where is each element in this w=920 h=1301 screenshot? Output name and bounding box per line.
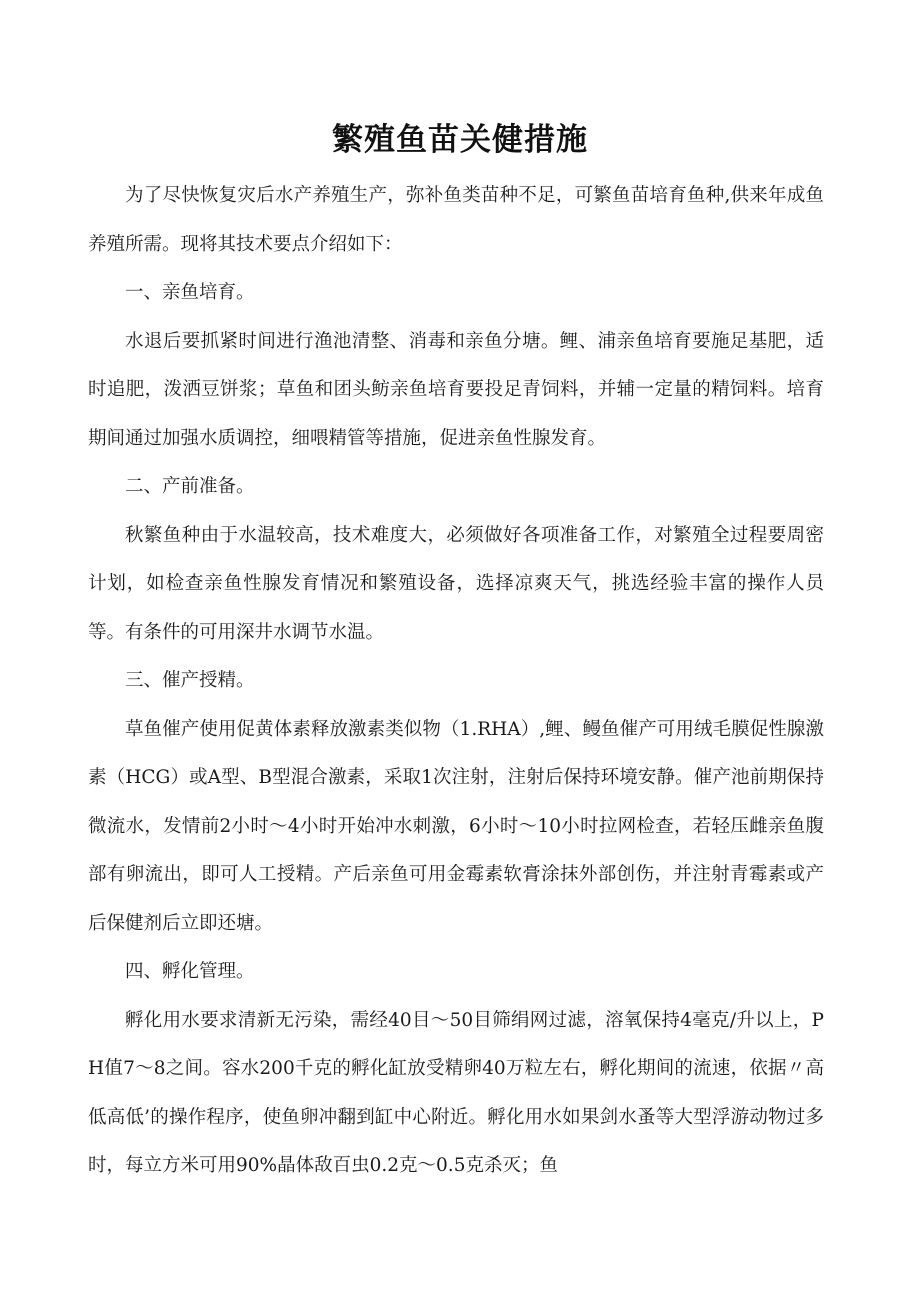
section-paragraph-3: 草鱼催产使用促黄体素释放激素类似物（1.RHA）,鲤、鳗鱼催产可用绒毛膜促性腺激素（HCG）或A型、B型混合激素，采取1次注射，注射后保持环境安静。催产池前期保持微流水，发情前2小时～4小时开始冲水刺激，6小时～10小时拉网检查，若轻压雌亲鱼腹部有卵流出，即可人工授精。产后亲鱼可用金霉素软膏涂抹外部创伤，并注射青霉素或产后保健剂后立即还塘。 — [88, 718, 824, 934]
section-heading-4: 四、孵化管理。 — [125, 961, 255, 982]
section-paragraph-2: 秋繁鱼种由于水温较高，技术难度大，必须做好各项准备工作，对繁殖全过程要周密计划，如检查亲鱼性腺发育情况和繁殖设备，选择凉爽天气，挑选经验丰富的操作人员等。有条件的可用深井水调节水温。 — [88, 524, 824, 643]
section-heading-2: 二、产前准备。 — [125, 476, 255, 497]
section-paragraph-4: 孵化用水要求清新无污染，需经40目～50目筛绢网过滤，溶氧保持4毫克/升以上，PH值7～8之间。容水200千克的孵化缸放受精卵40万粒左右，孵化期间的流速，依据〃高低高低’的操作程序，使鱼卵冲翻到缸中心附近。孵化用水如果剑水蚤等大型浮游动物过多时，每立方米可用90%晶体敌百虫0.2克～0.5克杀灭；鱼 — [88, 1009, 824, 1176]
document-title: 繁殖鱼苗关健措施 — [332, 122, 588, 158]
section-heading-1: 一、亲鱼培育。 — [125, 282, 255, 303]
intro-paragraph: 为了尽快恢复灾后水产养殖生产，弥补鱼类苗种不足，可繁鱼苗培育鱼种,供来年成鱼养殖所需。现将其技术要点介绍如下： — [88, 185, 824, 255]
section-heading-3: 三、催产授精。 — [125, 670, 255, 691]
document-body — [88, 172, 824, 1191]
section-paragraph-1: 水退后要抓紧时间进行渔池清整、消毒和亲鱼分塘。鲤、浦亲鱼培育要施足基肥，适时追肥，泼洒豆饼浆；草鱼和团头鲂亲鱼培育要投足青饲料，并辅一定量的精饲料。培育期间通过加强水质调控，细喂精管等措施，促进亲鱼性腺发育。 — [88, 330, 824, 449]
